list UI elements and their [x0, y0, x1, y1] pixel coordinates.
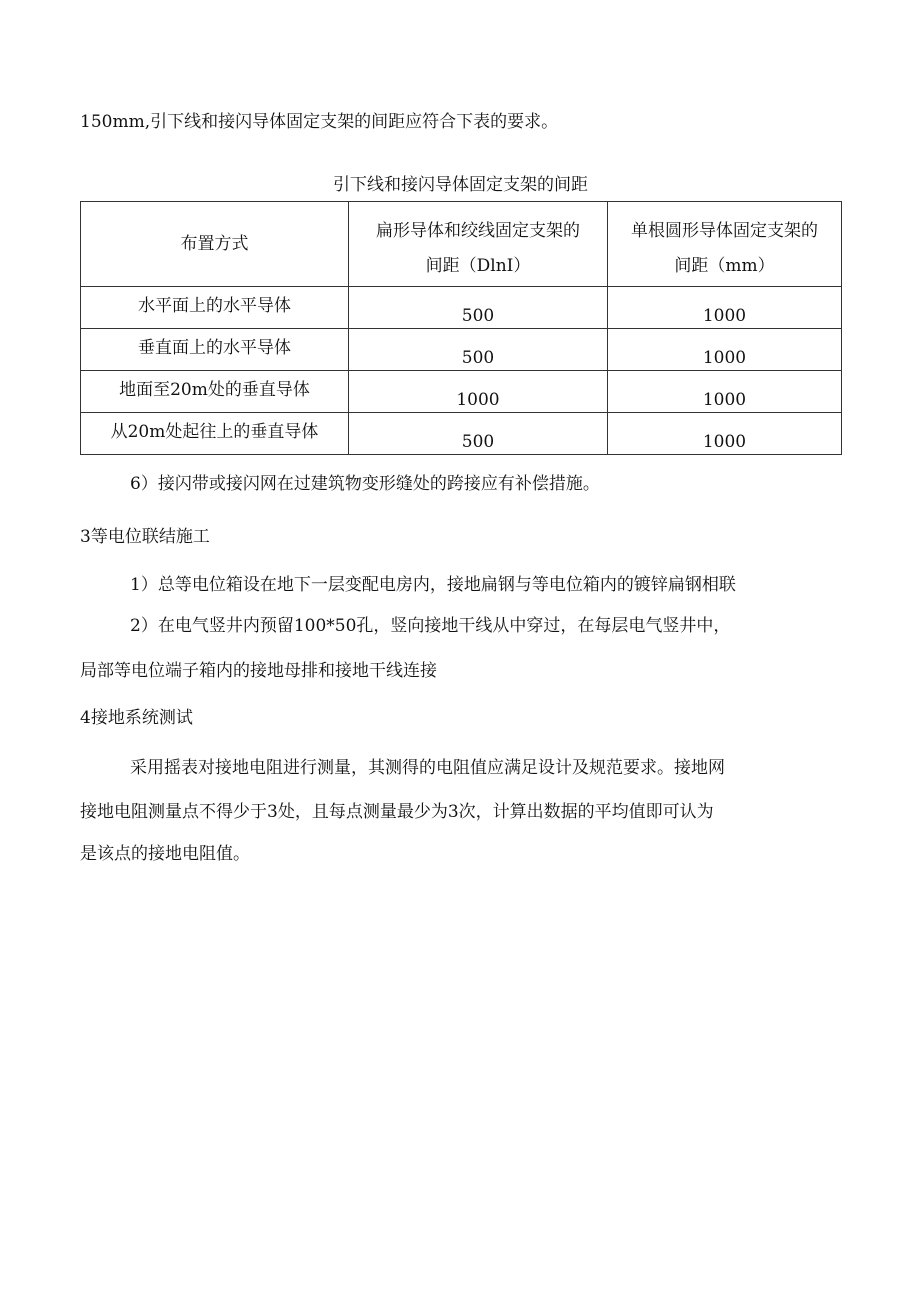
- cell-flat-spacing: 500: [349, 287, 608, 329]
- table-row: [81, 329, 842, 371]
- cell-method: 垂直面上的水平导体: [81, 329, 349, 371]
- cell-round-spacing: 1000: [608, 413, 842, 455]
- cell-method: 从20m处起往上的垂直导体: [81, 413, 349, 455]
- section-3-item-2-line-1: 2）在电气竖井内预留100*50孔，竖向接地干线从中穿过，在每层电气竖井中，: [130, 616, 731, 636]
- header-arrangement: 布置方式: [81, 202, 349, 287]
- header-round-line1: 单根圆形导体固定支架的: [631, 221, 818, 241]
- intro-text: 150mm,引下线和接闪导体固定支架的间距应符合下表的要求。: [80, 112, 559, 132]
- header-round-line2: 间距（mm）: [674, 256, 775, 276]
- table-header-row: [81, 202, 842, 287]
- cell-round-spacing: 1000: [608, 371, 842, 413]
- section-3-item-2-line-2: 局部等电位端子箱内的接地母排和接地干线连接: [80, 661, 437, 681]
- table-row: [81, 287, 842, 329]
- section-4-para-line-1: 采用摇表对接地电阻进行测量，其测得的电阻值应满足设计及规范要求。接地网: [130, 758, 725, 778]
- header-round-conductor: [608, 202, 842, 287]
- cell-method: 水平面上的水平导体: [81, 287, 349, 329]
- cell-flat-spacing: 500: [349, 329, 608, 371]
- cell-method: 地面至20m处的垂直导体: [81, 371, 349, 413]
- section-4-para-line-3: 是该点的接地电阻值。: [80, 844, 250, 864]
- header-flat-line2: 间距（DlnI）: [425, 256, 531, 276]
- cell-round-spacing: 1000: [608, 287, 842, 329]
- header-flat-line1: 扁形导体和绞线固定支架的: [376, 221, 580, 241]
- support-spacing-table: [80, 201, 842, 455]
- cell-round-spacing: 1000: [608, 329, 842, 371]
- table-caption: 引下线和接闪导体固定支架的间距: [333, 175, 588, 195]
- header-flat-conductor: [349, 202, 608, 287]
- section-4-heading: 4接地系统测试: [80, 708, 193, 728]
- cell-flat-spacing: 1000: [349, 371, 608, 413]
- section-3-item-1: 1）总等电位箱设在地下一层变配电房内，接地扁钢与等电位箱内的镀锌扁钢相联: [130, 575, 736, 595]
- section-3-heading: 3等电位联结施工: [80, 527, 210, 547]
- table-row: [81, 413, 842, 455]
- cell-flat-spacing: 500: [349, 413, 608, 455]
- table-row: [81, 371, 842, 413]
- section-4-para-line-2: 接地电阻测量点不得少于3处，且每点测量最少为3次，计算出数据的平均值即可认为: [80, 802, 714, 822]
- item-6-text: 6）接闪带或接闪网在过建筑物变形缝处的跨接应有补偿措施。: [130, 474, 600, 494]
